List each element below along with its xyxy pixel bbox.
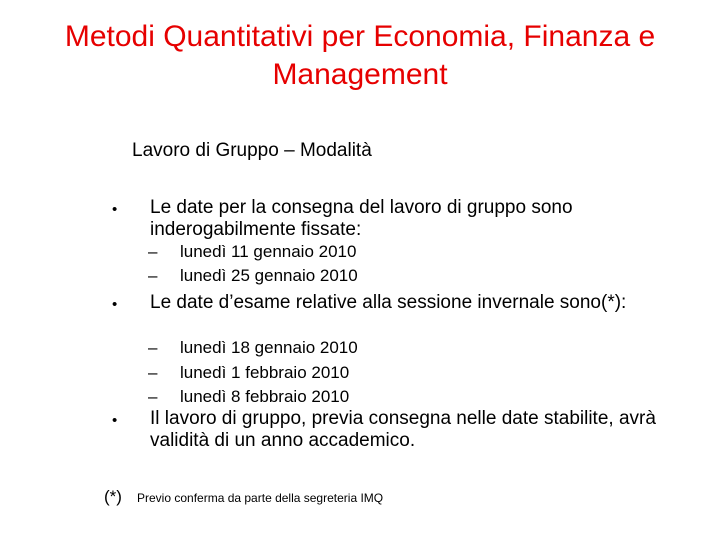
footnote-marker: (*): [104, 487, 122, 506]
dash-marker: –: [148, 266, 158, 285]
sub-item: lunedì 25 gennaio 2010: [180, 266, 358, 285]
slide-subtitle: Lavoro di Gruppo – Modalità: [132, 140, 372, 161]
bullet-text: Le date per la consegna del lavoro di gruppo sono inderogabilmente fissate:: [150, 197, 573, 240]
slide-title: Metodi Quantitativi per Economia, Finanza e Management: [64, 20, 656, 91]
bullet-text: Le date d’esame relative alla sessione invernale sono(*):: [150, 292, 627, 313]
dash-marker: –: [148, 363, 158, 382]
footnote-text: Previo conferma da parte della segreteria IMQ: [137, 491, 384, 505]
bullet-marker: •: [112, 412, 118, 429]
dash-marker: –: [148, 242, 158, 261]
bullet-text: Il lavoro di gruppo, previa consegna nelle date stabilite, avrà validità di un anno accademico.: [150, 408, 656, 451]
sub-item: lunedì 18 gennaio 2010: [180, 338, 358, 357]
dash-marker: –: [148, 387, 158, 406]
sub-item: lunedì 8 febbraio 2010: [180, 387, 350, 406]
sub-item: lunedì 1 febbraio 2010: [180, 363, 350, 382]
sub-item: lunedì 11 gennaio 2010: [180, 242, 357, 261]
bullet-marker: •: [112, 201, 118, 218]
dash-marker: –: [148, 338, 158, 357]
bullet-marker: •: [112, 296, 118, 313]
